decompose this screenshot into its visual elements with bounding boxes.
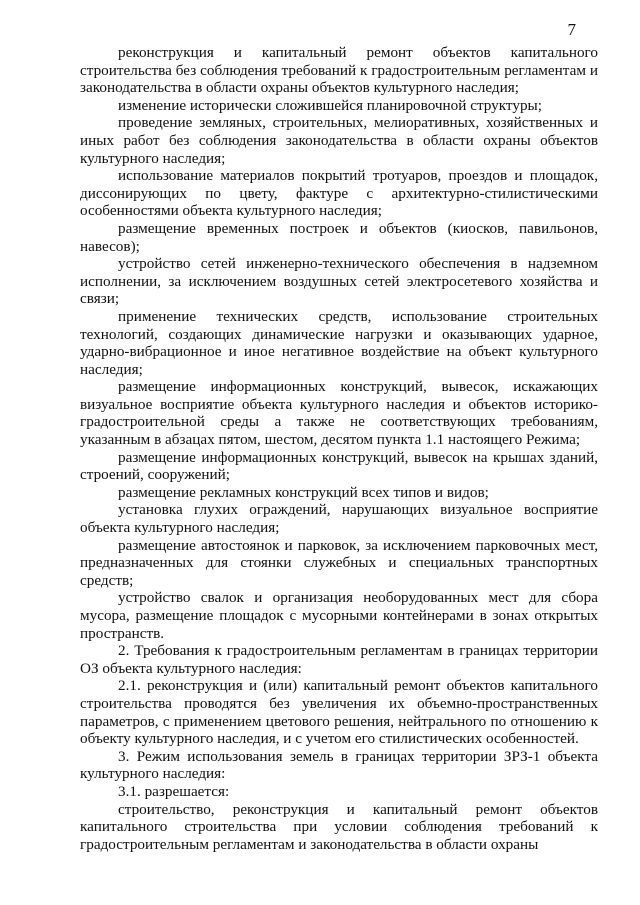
paragraph: использование материалов покрытий тротуаров, проездов и площадок, диссонирующих по цвету, фактуре с архитектурно-стилистическими особенностями объекта культурного наследия; (80, 167, 598, 220)
paragraph: размещение временных построек и объектов (киосков, павильонов, навесов); (80, 219, 598, 255)
paragraph: устройство свалок и организация необорудованных мест для сбора мусора, размещение площадок с мусорными контейнерами в зонах открытых пространств. (80, 589, 598, 642)
paragraph: изменение исторически сложившейся планировочной структуры; (118, 96, 542, 114)
paragraph: 2.1. реконструкция и (или) капитальный ремонт объектов капитального строительства проводятся без увеличения их объемно-пространственных параметров, с применением цветового решения, нейтрального по отношению к объекту культурного наследия, и с учетом его стилистических особенностей. (80, 677, 598, 748)
paragraph: установка глухих ограждений, нарушающих визуальное восприятие объекта культурного наследия; (80, 501, 598, 537)
paragraph: реконструкция и капитальный ремонт объектов капитального строительства без соблюдения требований к градостроительным регламентам и законодательства в области охраны объектов культурного наследия; (80, 44, 598, 97)
paragraph: размещение рекламных конструкций всех типов и видов; (118, 483, 489, 501)
paragraph: размещение автостоянок и парковок, за исключением парковочных мест, предназначенных для стоянки служебных и специальных транспортных средств; (80, 536, 598, 589)
paragraph: размещение информационных конструкций, вывесок, искажающих визуальное восприятие объекта культурного наследия и объектов историко-градостроительной среды а также не соответствующих требованиям, указанным в абзацах пятом, шестом, десятом пункта 1.1 настоящего Режима; (80, 378, 598, 449)
paragraph: 2. Требования к градостроительным регламентам в границах территории ОЗ объекта культурного наследия: (80, 642, 598, 677)
paragraph: 3. Режим использования земель в границах территории ЗРЗ-1 объекта культурного наследия: (80, 747, 598, 783)
document-body (80, 44, 598, 853)
paragraph: проведение земляных, строительных, мелиоративных, хозяйственных и иных работ без соблюдения законодательства в области охраны объектов культурного наследия; (80, 114, 598, 167)
page-number: 7 (567, 20, 576, 39)
paragraph: применение технических средств, использование строительных технологий, создающих динамические нагрузки и оказывающих ударное, ударно-вибрационное и иное негативное воздействие на объект культурного наследия; (80, 307, 598, 378)
paragraph: 3.1. разрешается: (118, 782, 230, 800)
paragraph: строительство, реконструкция и капитальный ремонт объектов капитального строительства при условии соблюдения требований к градостроительным регламентам и законодательства в области охраны (80, 800, 598, 853)
paragraph: размещение информационных конструкций, вывесок на крышах зданий, строений, сооружений; (80, 448, 598, 484)
paragraph: устройство сетей инженерно-технического обеспечения в надземном исполнении, за исключением воздушных сетей электросетевого хозяйства и связи; (80, 255, 598, 308)
